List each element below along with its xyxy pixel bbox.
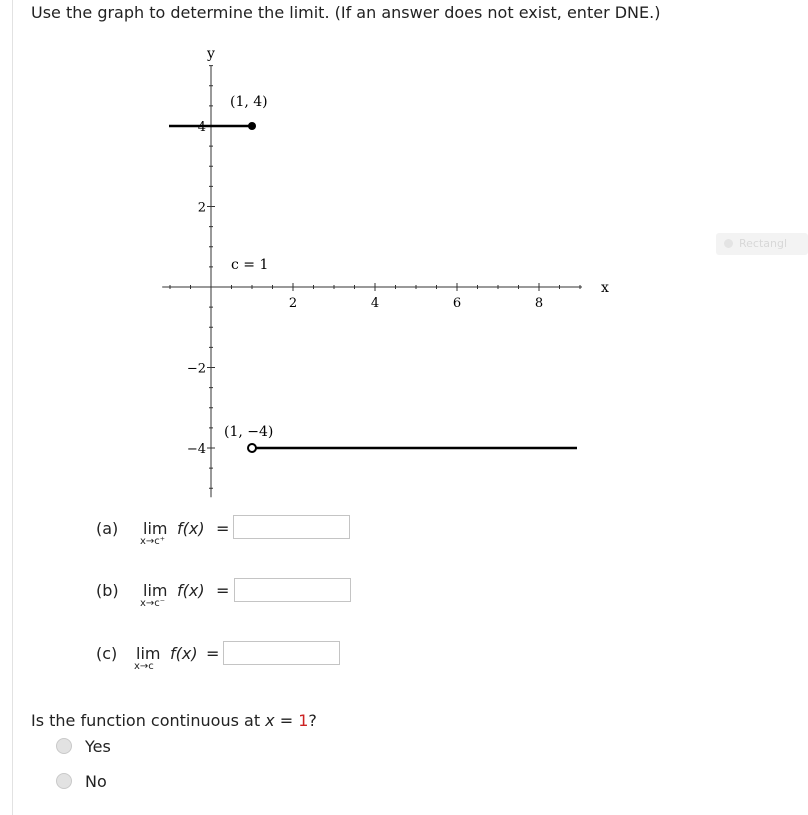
- equals-sign: =: [216, 581, 230, 600]
- y-tick-label: −2: [186, 361, 206, 377]
- x-tick-label: 6: [452, 296, 462, 311]
- point-label-top: (1, 4): [230, 94, 268, 110]
- option-label: Yes: [85, 737, 111, 756]
- answer-input-a[interactable]: [233, 515, 350, 539]
- question-label: (a): [96, 519, 119, 538]
- limit-function: f(x): [170, 644, 198, 663]
- continuity-variable: x: [265, 711, 275, 730]
- radio-circle-icon[interactable]: [56, 738, 72, 754]
- option-yes[interactable]: [56, 737, 111, 756]
- x-tick-label: 2: [288, 296, 298, 311]
- limit-function: f(x): [177, 519, 205, 538]
- y-tick-label: 4: [197, 120, 206, 135]
- limit-operator: lim: [143, 519, 168, 538]
- tick-labels: [187, 120, 543, 457]
- limit-subscript: x→c⁻: [140, 598, 166, 609]
- y-axis-label: y: [207, 46, 215, 62]
- radio-circle-icon[interactable]: [56, 773, 72, 789]
- continuity-prefix: Is the function continuous at: [31, 711, 266, 730]
- piecewise-graph: [150, 40, 630, 510]
- question-label: (c): [96, 644, 118, 663]
- limit-operator: lim: [136, 644, 161, 663]
- continuity-suffix: ?: [308, 711, 317, 730]
- faded-widget-label: Rectangl: [739, 237, 788, 250]
- equals-sign: =: [206, 644, 220, 663]
- faded-rectangle-widget: [716, 233, 808, 255]
- x-tick-label: 4: [370, 296, 380, 311]
- question-label: (b): [96, 581, 119, 600]
- open-endpoint: [248, 444, 256, 452]
- c-label: c = 1: [231, 257, 269, 273]
- point-label-bottom: (1, −4): [224, 424, 274, 440]
- y-tick-label: −4: [186, 442, 206, 457]
- faded-dot-icon: [724, 239, 733, 248]
- equals-sign: =: [216, 519, 230, 538]
- option-label: No: [85, 772, 107, 791]
- option-no[interactable]: [56, 772, 107, 791]
- x-tick-label: 8: [534, 296, 544, 311]
- left-border: [12, 0, 13, 815]
- limit-subscript: x→c⁺: [140, 536, 166, 547]
- problem-prompt: Use the graph to determine the limit. (If an answer does not exist, enter DNE.): [31, 3, 661, 22]
- y-tick-label: 2: [197, 200, 206, 216]
- continuity-equals: =: [274, 711, 299, 730]
- continuity-question: [31, 711, 317, 730]
- limit-function: f(x): [177, 581, 205, 600]
- limit-subscript: x→c: [134, 661, 154, 672]
- answer-input-c[interactable]: [223, 641, 340, 665]
- limit-operator: lim: [143, 581, 168, 600]
- continuity-value: 1: [298, 711, 309, 730]
- x-axis-label: x: [601, 280, 609, 296]
- closed-endpoint: [248, 122, 256, 130]
- answer-input-b[interactable]: [234, 578, 351, 602]
